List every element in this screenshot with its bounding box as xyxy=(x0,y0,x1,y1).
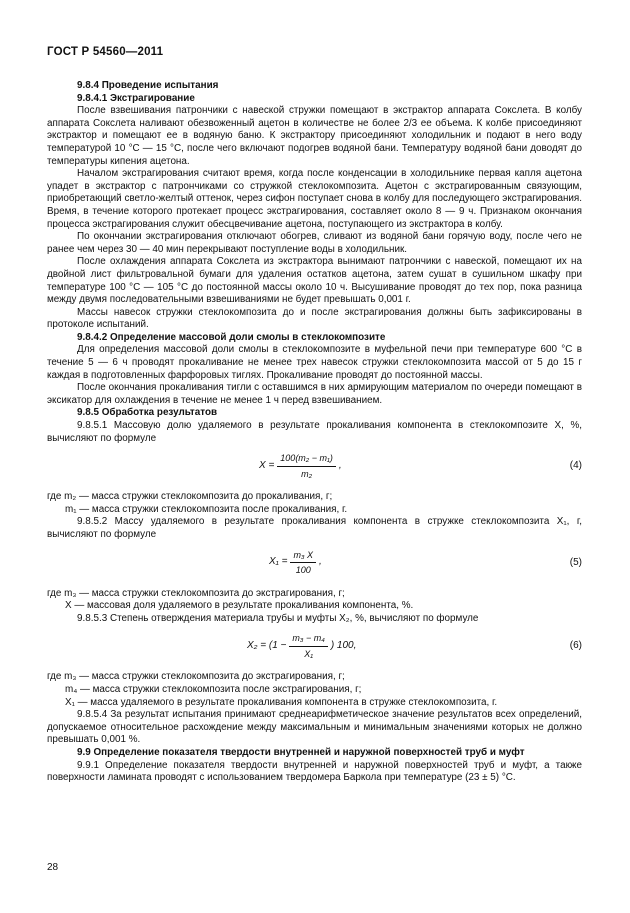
document-body xyxy=(47,80,582,785)
section-heading-9-9: 9.9 Определение показателя твердости внутренней и наружной поверхностей труб и муфт xyxy=(77,746,525,758)
formula-4 xyxy=(47,451,582,485)
formula-numerator: m₃ − m₄ xyxy=(289,632,327,647)
formula-denominator: 100 xyxy=(295,565,311,576)
formula-tail: ) 100, xyxy=(330,640,357,652)
paragraph: 9.9.1 Определение показателя твердости внутренней и наружной поверхностей труб и муфт, а также поверхности ламината проводят с использованием твердомера Баркола при температуре (23 ± 5) °С. xyxy=(47,759,582,784)
formula-tail: , xyxy=(338,459,342,471)
where-block xyxy=(47,671,582,709)
where-line: X — массовая доля удаляемого в результате прокаливания компонента, %. xyxy=(65,600,414,612)
page-number: 28 xyxy=(47,862,59,873)
formula-numerator: 100(m₂ − m₁) xyxy=(277,452,336,467)
paragraph: Массы навесок стружки стеклокомпозита до и после экстрагирования должны быть зафиксированы в протоколе испытаний. xyxy=(47,306,582,331)
paragraph: 9.8.5.2 Массу удаляемого в результате прокаливания компонента в стружке стеклокомпозита X₁, г, вычисляют по формуле xyxy=(47,516,582,540)
formula-number: (6) xyxy=(569,640,582,652)
where-line: где m₂ — масса стружки стеклокомпозита до прокаливания, г; xyxy=(47,491,333,503)
section-heading-9-8-4-1: 9.8.4.1 Экстрагирование xyxy=(77,92,195,104)
paragraph: 9.8.5.3 Степень отверждения материала трубы и муфты X₂, %, вычисляют по формуле xyxy=(77,612,479,624)
paragraph: После взвешивания патрончики с навеской стружки помещают в экстрактор аппарата Сокслета. В колбу аппарата Сокслета наливают обезвоженный ацетон в количестве не более 2/3 ее объема. К колбе присоединяют экстрактор и помещают ее в водяную баню. К экстрактору присоединяют холодильник и подают в него воду температурой 10 °С — 15 °С, после чего включают подогрев водяной бани. Температуру водяной бани доводят до температуры кипения ацетона. xyxy=(47,105,582,167)
paragraph: После охлаждения аппарата Сокслета из экстрактора вынимают патрончики с навеской, помещают их на двойной лист фильтровальной бумаги для удаления остатков ацетона, затем сушат в сушильном шкафу при температуре 100 °С — 105 °С до постоянной массы около 10 ч. Высушивание проводят до тех пор, пока разница между двумя последовательными взвешиваниями не будет превышать 0,001 г. xyxy=(47,256,582,306)
standard-header: ГОСТ Р 54560—2011 xyxy=(47,46,164,58)
paragraph: 9.8.5.1 Массовую долю удаляемого в результате прокаливания компонента в стеклокомпозите X, %, вычисляют по формуле xyxy=(47,420,582,444)
where-block xyxy=(47,588,582,613)
paragraph: 9.8.5.4 За результат испытания принимают среднеарифметическое значение результатов всех определений, допускаемое относительное расхождение между максимальным и минимальным значениями которых не должно превышать 0,001 %. xyxy=(47,709,582,746)
paragraph: По окончании экстрагирования отключают обогрев, сливают из водяной бани горячую воду, после чего не ранее чем через 30 — 40 мин перекрывают поступление воды в холодильник. xyxy=(47,231,582,255)
where-block xyxy=(47,491,582,516)
where-line: где m₃ — масса стружки стеклокомпозита до экстрагирования, г; xyxy=(47,587,345,599)
where-line: где m₃ — масса стружки стеклокомпозита до экстрагирования, г; xyxy=(47,671,345,683)
formula-number: (4) xyxy=(569,460,582,472)
section-heading-9-8-4: 9.8.4 Проведение испытания xyxy=(77,80,219,91)
section-heading-9-8-4-2: 9.8.4.2 Определение массовой доли смолы в стеклокомпозите xyxy=(77,331,386,343)
formula-denominator: m₂ xyxy=(301,468,313,479)
formula-denominator: X₁ xyxy=(304,648,314,659)
section-heading-9-8-5: 9.8.5 Обработка результатов xyxy=(77,407,218,419)
where-line: m₁ — масса стружки стеклокомпозита после прокаливания, г. xyxy=(65,503,348,515)
where-line: X₁ — масса удаляемого в результате прокаливания компонента в стружке стеклокомпозита, г. xyxy=(65,696,498,708)
formula-6 xyxy=(47,631,582,665)
where-line: m₄ — масса стружки стеклокомпозита после экстрагирования, г; xyxy=(65,683,362,695)
formula-tail: , xyxy=(319,556,322,568)
paragraph: После окончания прокаливания тигли с оставшимся в них армирующим материалом по очереди помещают в эксикатор для охлаждения в течение не менее 1 ч перед взвешиванием. xyxy=(47,382,582,406)
paragraph: Началом экстрагирования считают время, когда после конденсации в холодильнике первая капля ацетона упадет в экстрактор с патрончиками со стружкой стеклокомпозита. Ацетон с экстрагированным связующим, приобретающий светло-желтый оттенок, через сифон поступает снова в колбу для последующего экстрагирования. Время, в течение которого протекает процесс экстрагирования, составляет около 8 — 9 ч. Признаком окончания процесса экстрагирования служит обесцвечивание ацетона, поступающего из экстрактора в колбу. xyxy=(47,168,582,230)
formula-lhs: X = xyxy=(259,459,275,471)
formula-number: (5) xyxy=(569,556,582,568)
paragraph: Для определения массовой доли смолы в стеклокомпозите в муфельной печи при температуре 600 °С в течение 5 — 6 ч проводят прокаливание не менее трех навесок стружки стеклокомпозита массой от 5 до 15 г каждая в подготовленных фарфоровых тиглях. Прокаливание проводят до постоянной массы. xyxy=(47,344,582,381)
formula-numerator: m₃ X xyxy=(290,549,316,564)
formula-5 xyxy=(47,548,582,582)
formula-lhs: X₂ = (1 − xyxy=(247,640,287,652)
formula-lhs: X₁ = xyxy=(269,556,288,568)
